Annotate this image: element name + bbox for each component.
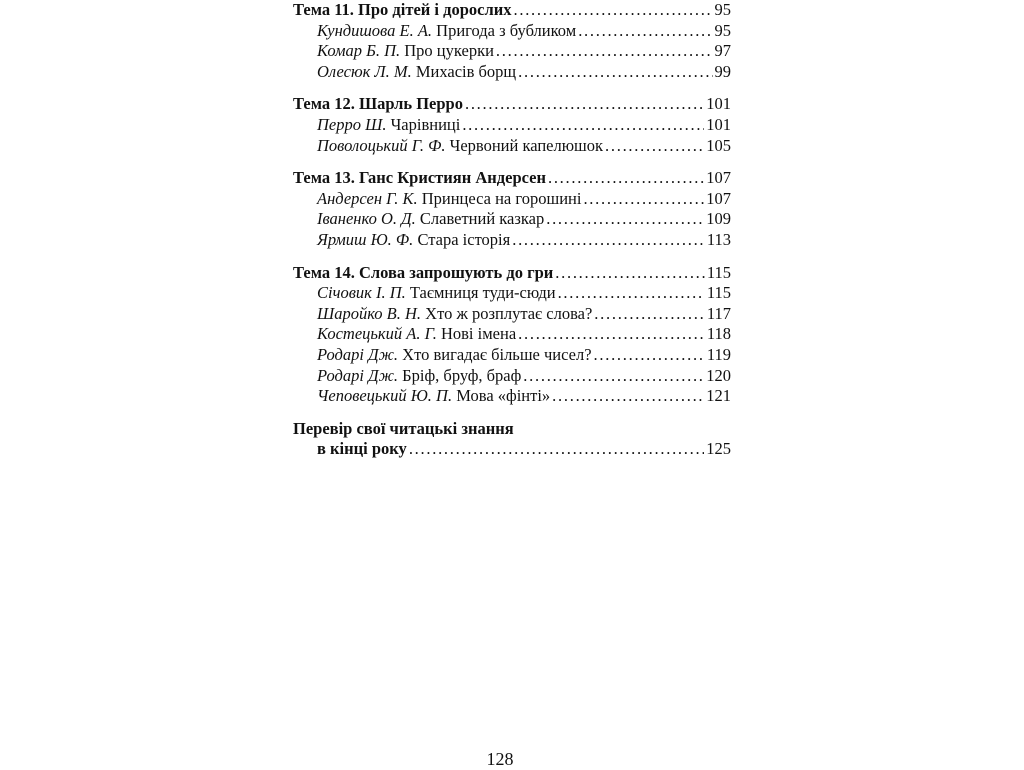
entry-author: Комар Б. П.: [317, 41, 401, 61]
toc-entry: [293, 21, 731, 42]
entry-title: Принцеса на горошині: [421, 188, 582, 208]
entry-author: Родарі Дж.: [317, 365, 399, 385]
toc-section-heading: [293, 94, 731, 115]
entry-page-number: 95: [714, 20, 731, 40]
entry-page-number: 117: [706, 303, 731, 323]
entry-text: [317, 345, 592, 366]
toc-final-heading-cont: [293, 439, 731, 460]
toc-entry: [293, 304, 731, 325]
dot-leader: [518, 324, 705, 345]
dot-leader: [583, 189, 704, 210]
entry-title: Михасів борщ: [415, 61, 517, 81]
dot-leader: [546, 209, 704, 230]
dot-leader: [578, 21, 712, 42]
entry-page-number: 115: [706, 283, 731, 303]
toc-entry: [293, 324, 731, 345]
toc-entry: [293, 366, 731, 387]
entry-text: [317, 230, 510, 251]
entry-title: Бріф, бруф, браф: [402, 365, 522, 385]
section-page-number: 107: [706, 168, 731, 188]
final-title-line1: Перевір свої читацькі знання: [293, 418, 514, 438]
entry-title: Червоний капелюшок: [449, 135, 604, 155]
toc-entry: [293, 230, 731, 251]
toc-section: [293, 263, 731, 407]
dot-leader: [552, 386, 704, 407]
entry-author: Чеповецький Ю. П.: [317, 386, 453, 406]
entry-page-number: 120: [706, 365, 731, 385]
entry-page-number: 107: [706, 188, 731, 208]
toc-entry: [293, 386, 731, 407]
toc-final-section: [293, 419, 731, 460]
toc-section: [293, 0, 731, 82]
entry-page-number: 118: [706, 324, 731, 344]
dot-leader: [496, 41, 713, 62]
entry-page-number: 105: [706, 135, 731, 155]
toc-final-heading: [293, 419, 731, 440]
entry-author: Родарі Дж.: [317, 344, 399, 364]
entry-title: Хто ж розплутає слова?: [425, 303, 593, 323]
entry-text: [317, 41, 494, 62]
section-title: Тема 11. Про дітей і дорослих: [293, 0, 512, 19]
dot-leader: [518, 62, 712, 83]
entry-author: Костецький А. Г.: [317, 324, 437, 344]
entry-author: Андерсен Г. К.: [317, 188, 418, 208]
toc-entry: [293, 345, 731, 366]
dot-leader: [523, 366, 704, 387]
section-page-number: 101: [706, 94, 731, 114]
section-title: Тема 14. Слова запрошують до гри: [293, 262, 554, 282]
entry-page-number: 97: [714, 41, 731, 61]
final-title-line2: в кінці року: [317, 439, 407, 459]
dot-leader: [409, 439, 704, 460]
entry-author: Кундишова Е. А.: [317, 20, 433, 40]
entry-text: [317, 283, 556, 304]
toc-entry: [293, 115, 731, 136]
toc-entry: [293, 41, 731, 62]
entry-title: Пригода з бубликом: [436, 20, 577, 40]
table-of-contents: [293, 0, 731, 460]
entry-text: [317, 209, 544, 230]
entry-text: [317, 189, 581, 210]
entry-author: Поволоцький Г. Ф.: [317, 135, 446, 155]
dot-leader: [462, 115, 704, 136]
entry-author: Іваненко О. Д.: [317, 209, 416, 229]
entry-title: Хто вигадає більше чисел?: [402, 344, 592, 364]
entry-page-number: 109: [706, 209, 731, 229]
toc-entry: [293, 62, 731, 83]
dot-leader: [514, 0, 713, 21]
entry-text: [317, 136, 603, 157]
dot-leader: [512, 230, 705, 251]
entry-text: [317, 115, 460, 136]
entry-title: Нові імена: [440, 324, 517, 344]
toc-entry: [293, 283, 731, 304]
toc-entry: [293, 189, 731, 210]
entry-text: [317, 21, 576, 42]
entry-text: [317, 324, 516, 345]
entry-title: Славетний казкар: [419, 209, 545, 229]
dot-leader: [605, 136, 704, 157]
entry-page-number: 101: [706, 114, 731, 134]
entry-author: Олесюк Л. М.: [317, 61, 412, 81]
toc-section-heading: [293, 0, 731, 21]
final-page-number: 125: [706, 439, 731, 459]
toc-section: [293, 168, 731, 250]
entry-title: Стара історія: [417, 229, 511, 249]
section-title: Тема 12. Шарль Перро: [293, 94, 463, 114]
entry-author: Шаройко В. Н.: [317, 303, 422, 323]
dot-leader: [465, 94, 704, 115]
section-page-number: 95: [714, 0, 731, 19]
toc-entry: [293, 136, 731, 157]
dot-leader: [548, 168, 704, 189]
entry-author: Січовик І. П.: [317, 283, 406, 303]
entry-page-number: 99: [714, 61, 731, 81]
dot-leader: [594, 304, 705, 325]
page-number: 128: [486, 749, 514, 769]
toc-section: [293, 94, 731, 156]
toc-section-heading: [293, 263, 731, 284]
toc-section-heading: [293, 168, 731, 189]
entry-title: Таємниця туди-сюди: [409, 283, 556, 303]
entry-title: Чарівниці: [390, 114, 461, 134]
entry-page-number: 121: [706, 386, 731, 406]
entry-text: [317, 62, 516, 83]
entry-author: Перро Ш.: [317, 114, 387, 134]
entry-text: [317, 366, 521, 387]
section-page-number: 115: [706, 262, 731, 282]
entry-page-number: 113: [706, 229, 731, 249]
dot-leader: [558, 283, 705, 304]
entry-author: Ярмиш Ю. Ф.: [317, 229, 414, 249]
dot-leader: [555, 263, 705, 284]
entry-page-number: 119: [706, 344, 731, 364]
toc-entry: [293, 209, 731, 230]
section-title: Тема 13. Ганс Кристиян Андерсен: [293, 168, 546, 188]
entry-text: [317, 304, 592, 325]
dot-leader: [594, 345, 705, 366]
entry-title: Про цукерки: [404, 41, 494, 61]
entry-text: [317, 386, 550, 407]
entry-title: Мова «фінті»: [456, 386, 551, 406]
